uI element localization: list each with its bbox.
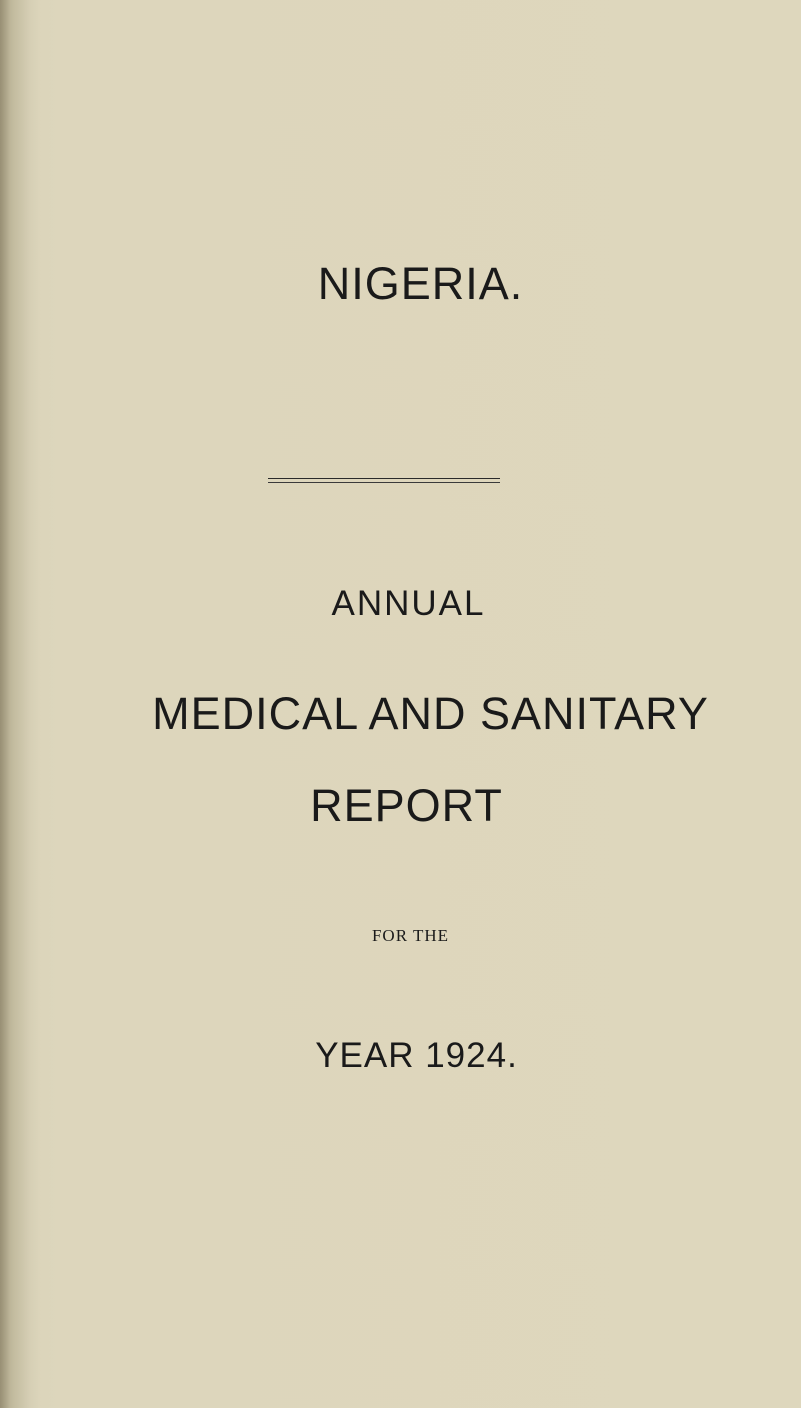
for-the-text: FOR THE xyxy=(371,926,450,945)
report-title-line1: MEDICAL AND SANITARY xyxy=(152,688,709,739)
annual-heading: ANNUAL xyxy=(331,584,486,623)
divider-rule xyxy=(268,478,500,479)
divider-rule-secondary xyxy=(268,482,500,483)
country-heading: NIGERIA. xyxy=(317,258,524,309)
report-title-line2: REPORT xyxy=(310,780,503,831)
report-year: YEAR 1924. xyxy=(315,1036,518,1075)
